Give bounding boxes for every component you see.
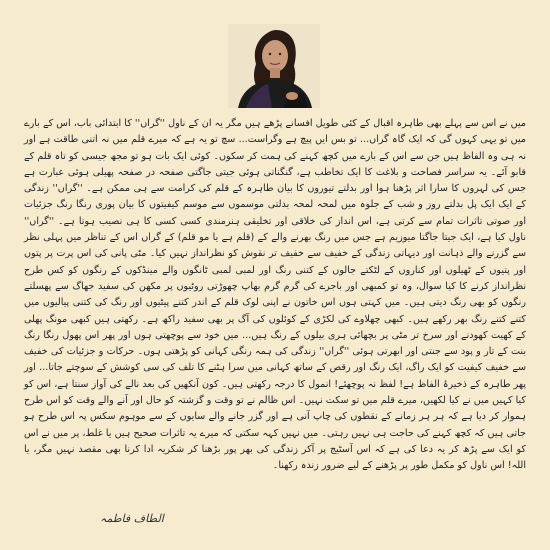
author-signature: الطاف فاطمہ [100,512,164,525]
author-portrait [228,24,320,108]
foreword-paragraph: میں نے اس سے پہلے بھی طاہرہ اقبال کے کئی طویل افسانے پڑھے ہیں مگر یہ ان کے ناول ''گراں'' کا ابتدائی باب، اس کے بارے میں تو یہی کہوں گی کہ ایک گاہ گراں... تو بس ایں پیچ ہے وگراست... سچ تو یہ ہے کہ میرے قلم میں نہ اتنی طاقت ہے اور نہ ہی وہ الفاظ ہیں جن سے اس کے بارے میں کچھ کہنے کی ہمت کر سکوں۔ کوئی ایک بات ہو تو مجھ جیسی کو تاہ قلم کے قابو آئے۔ یہ سراسر فصاحت و بلاغت کا ایک تخاطب ہے، گنگناتی ہوئی جیتی جاگتی صفحہ در صفحہ پھیلی ہوئی عبارت ہے جس کی لہروں کا سارا اثر پڑھنا ہوا اور بدلتے تیوروں کا بیان طاہرہ کے قلم کی کرامت سے ہی ممکن ہے۔ ''گراں'' زندگی کے ایک ایک پل بدلتے روز و شب کے جلوہ میں لمحہ لمحہ بدلتی موسموں سے موسم کیفیتوں کا بیان پوری رنگا رنگ جزئیات اور صوتی تاثرات تمام سے کرتی ہے، اس انداز کی خلاقی اور تخلیقی ہنرمندی کسی کسی کا ہی نصیب ہوتا ہے۔ ''گراں'' ناول کیا ہے، ایک جیتا جاگتا میوزیم ہے جس میں رنگ بھرنے والے کے (قلم ہے یا مو قلم) کے گراں اس کے تناظر میں پہلی نظر سے گزرنے والے ذہانت اور دیہاتی زندگی کے خفیف سے خفیف تر نقوش کو نظرانداز نہیں کیا۔ مٹی پانی کی اس پرت پر پتوں اور پتیوں کے ٹھیلوں اور کناروں کے لٹکتے جالوں کے کتنی رنگ اور لمبی لمبی ٹانگوں والے مینڈکوں کے رنگوں کو کس طرح نظرانداز کرنے کا کیا سوال، وہ تو کمبھی اور باجرے کی گرم گرم بھاپ چھوڑتی روٹیوں پر مکھن کی سفید جھاگ سے پھسلتے رنگوں کو بھی رنگ دیتی ہیں۔ میں کہتی ہوں اس خاتون نے اپنی لوک قلم کے اندر کتنے پیٹیوں اور رنگ کی کتنی پیالیوں میں کتنے کتنے رنگ بھر رکھے ہیں۔ کبھی چھلاوے کی لکڑی کے کوئلوں کی آگ پر بھی سفید راکھ ہے۔ رکھتی ہیں کبھی مونگ پھلی کے کھیت کھودنے اور سرخ تر مٹی پر بچھائی ہری بیلوں کے رنگ ہیں... میں خود سے پوچھتی ہوں اور پھر اس پھول رنگا رنگ بنت کے تار و پود سے جنتی اور ابھرتی ہوئی ''گراں'' زندگی کی ہمہ رنگی کہانی کو پڑھتی ہوں۔ حرکات و جزئیات کی خفیف سے خفیف کیفیت کو ایک راگ، ایک رنگ اور رقص کے ساتھ کہانی میں سرا ہٹنے کا تلف کی سی کوشش کے سوچتے جاتا... اور پھر طاہرہ کے ذخیرۂ الفاظ ہے! لفظ نہ پوچھئے! انمول کا درجہ رکھتی ہیں۔ کون آنکھیں کی بعد نالے کی آواز سنتا ہے، اس کو کیا کہیں میں نے کیا لکھیں، میرے قلم میں تو سکت نہیں۔ اس ظالم نے تو وقت و گزشتہ کو حال اور آنے والے وقت کو اس طرح ہموار کر دیا ہے کہ ہر ہر زمانے کے نقطوں کی چاپ آنی ہے اور گزر جانے والے سایوں کے سے موہوم سکس پہ اس طرح ہو جاتی ہیں کہ کچھ کہنے کی حاجت ہی نہیں رہتی۔ میں نہیں کہہ سکتی کہ میرے یہ تاثرات صحیح ہیں یا غلط، پر میں نے اس کو ایک سے پڑھ کر یہ دعا کی ہے کہ اس آسٹیج پر آکر زندگی کی بھر پور بڑھنا کر شکریہ ادا کرنا بھی مقصد نہیں مگر، یا اللہ! اس ناول کو مکمل طور پر پڑھنے کے لیے ضرور زندہ رکھنا۔ [24,118,526,472]
author-portrait-image [228,24,320,108]
foreword-text [24,116,526,475]
